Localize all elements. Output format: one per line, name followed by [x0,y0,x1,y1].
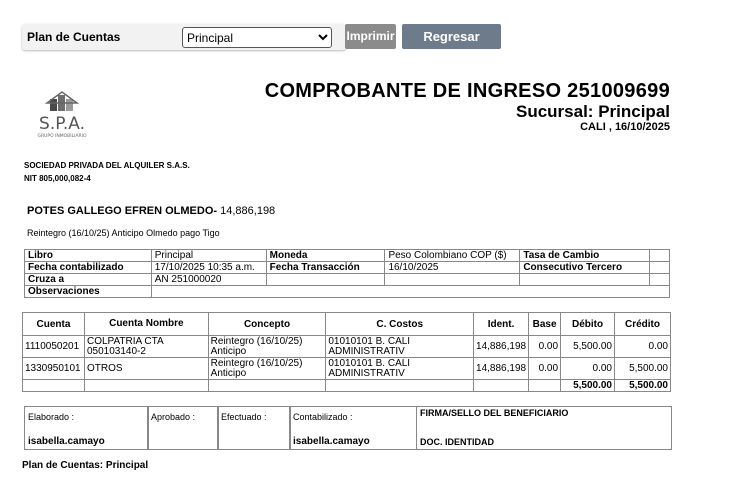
empty-cell [385,274,520,286]
col-header: Cuenta Nombre [84,313,208,336]
col-header: Débito [561,313,615,336]
empty-cell [208,380,326,392]
contabilizado-label: Contabilizado : [293,412,353,422]
col-header: C. Costos [326,313,474,336]
aprobado-label: Aprobado : [151,412,196,422]
contabilizado-cell [289,406,417,450]
place-date: CALI , 16/10/2025 [580,121,670,133]
empty-cell [23,380,85,392]
voucher-description: Reintegro (16/10/25) Anticipo Olmedo pago Tigo [27,228,220,238]
total-debito: 5,500.00 [561,380,615,392]
consecutivo-value [650,262,670,274]
cell-concepto: Reintegro (16/10/25) Anticipo [208,336,326,358]
empty-cell [326,380,474,392]
elaborado-label: Elaborado : [28,412,75,422]
company-info [24,159,190,185]
efectuado-cell [217,406,291,450]
print-button[interactable]: Imprimir [345,24,396,49]
logo-letters: S.P.A. [39,114,85,134]
table-header-row [23,313,671,336]
fecha-contabilizado-value: 17/10/2025 10:35 a.m. [151,262,266,274]
entries-table [22,312,671,392]
cell-cuenta: 1330950101 [23,358,85,380]
plan-label: Plan de Cuentas [27,30,121,44]
cell-credito: 5,500.00 [615,358,671,380]
cell-concepto: Reintegro (16/10/25) Anticipo [208,358,326,380]
observaciones-label: Observaciones [25,286,152,298]
fecha-contabilizado-label: Fecha contabilizado [25,262,152,274]
cell-cuenta: 1110050201 [23,336,85,358]
empty-cell [650,274,670,286]
empty-cell [474,380,529,392]
empty-cell [520,274,650,286]
info-row [25,262,670,274]
plan-selector-bar [22,24,346,50]
firma-label: FIRMA/SELLO DEL BENEFICIARIO [420,408,569,418]
back-button[interactable]: Regresar [402,24,501,49]
doc-identidad-label: DOC. IDENTIDAD [420,437,494,447]
empty-cell [529,380,561,392]
libro-label: Libro [25,250,152,262]
efectuado-label: Efectuado : [221,412,267,422]
totals-row [23,380,671,392]
cell-debito: 5,500.00 [561,336,615,358]
company-name: SOCIEDAD PRIVADA DEL ALQUILER S.A.S. [24,161,190,170]
elaborado-cell [24,406,149,450]
signature-block [24,406,671,450]
info-row [25,274,670,286]
cruza-value: AN 251000020 [151,274,266,286]
aprobado-cell [147,406,219,450]
elaborado-value: isabella.camayo [28,436,105,447]
cell-base: 0.00 [529,358,561,380]
client-line [27,205,275,217]
observaciones-value [151,286,669,298]
footer-plan: Plan de Cuentas: Principal [22,460,149,471]
tasa-label: Tasa de Cambio [520,250,650,262]
client-id: 14,886,198 [220,205,276,217]
fecha-transaccion-label: Fecha Transacción [266,262,385,274]
cell-cuenta-nombre: OTROS [84,358,208,380]
tasa-value [650,250,670,262]
table-row [23,358,671,380]
client-name: POTES GALLEGO EFREN OLMEDO- [27,205,218,217]
consecutivo-label: Consecutivo Tercero [520,262,650,274]
empty-cell [266,274,385,286]
cruza-label: Cruza a [25,274,152,286]
col-header: Ident. [474,313,529,336]
plan-select[interactable] [182,27,332,48]
document-title: COMPROBANTE DE INGRESO 251009699 [264,80,670,102]
table-row [23,336,671,358]
branch-label: Sucursal: Principal [516,102,670,121]
contabilizado-value: isabella.camayo [293,436,370,447]
voucher-info-table [24,249,670,298]
beneficiary-cell [416,406,672,450]
cell-cuenta-nombre: COLPATRIA CTA 050103140-2 [84,336,208,358]
moneda-label: Moneda [266,250,385,262]
cell-costos: 01010101 B. CALI ADMINISTRATIV [326,336,474,358]
col-header: Crédito [615,313,671,336]
info-row [25,250,670,262]
cell-ident: 14,886,198 [474,358,529,380]
total-credito: 5,500.00 [615,380,671,392]
logo-tagline: GRUPO INMOBILIARIO [37,134,87,139]
company-logo [30,91,94,146]
col-header: Concepto [208,313,326,336]
moneda-value: Peso Colombiano COP ($) [385,250,520,262]
cell-ident: 14,886,198 [474,336,529,358]
col-header: Cuenta [23,313,85,336]
company-nit: NIT 805,000,082-4 [24,174,91,183]
cell-base: 0.00 [529,336,561,358]
libro-value: Principal [151,250,266,262]
empty-cell [84,380,208,392]
cell-debito: 0.00 [561,358,615,380]
cell-costos: 01010101 B. CALI ADMINISTRATIV [326,358,474,380]
cell-credito: 0.00 [615,336,671,358]
col-header: Base [529,313,561,336]
info-row [25,286,670,298]
fecha-transaccion-value: 16/10/2025 [385,262,520,274]
